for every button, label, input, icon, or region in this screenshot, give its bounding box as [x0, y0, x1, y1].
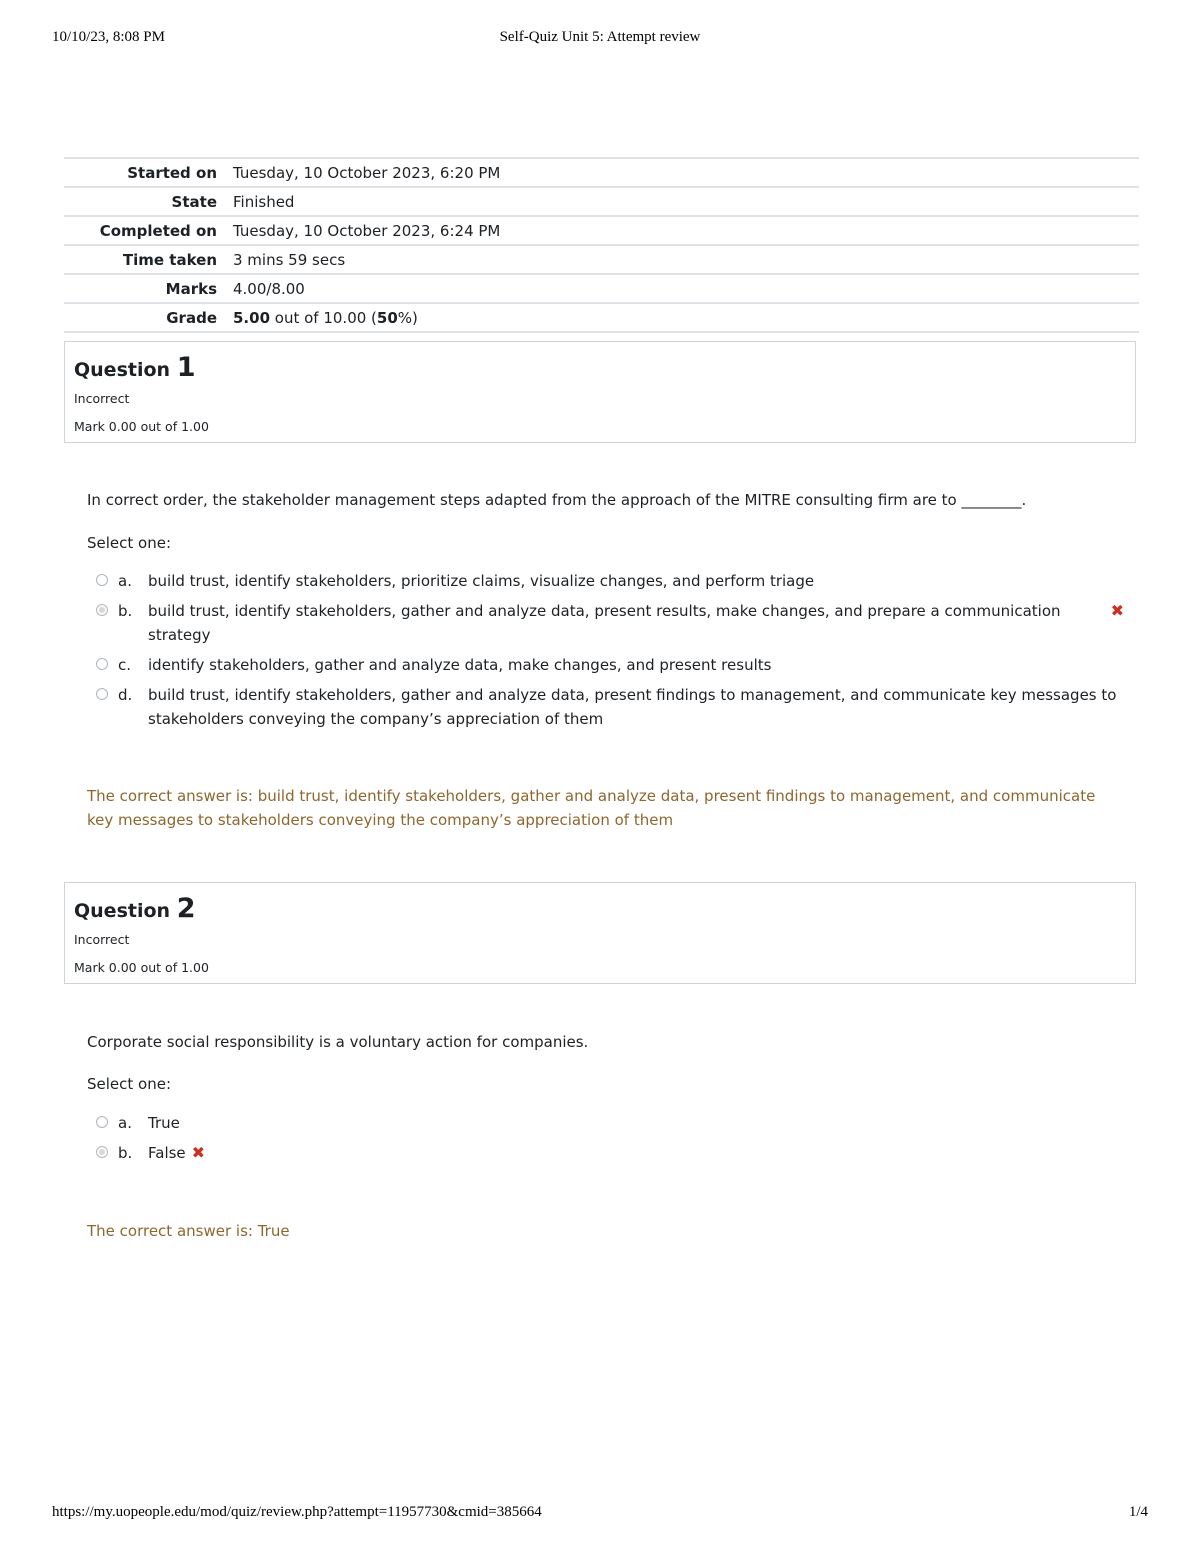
question-heading: Question [74, 900, 171, 922]
option-letter: c. [118, 656, 132, 674]
correct-answer-feedback-2: The correct answer is: True [87, 1222, 290, 1240]
answer-options-2 [94, 1111, 1124, 1171]
answer-option-b[interactable] [94, 1141, 1124, 1165]
incorrect-x-icon: ✖ [1110, 601, 1124, 620]
question-text-1: In correct order, the stakeholder management steps adapted from the approach of the MITRE consulting firm are to ________. [87, 491, 1027, 509]
select-one-prompt: Select one: [87, 1075, 172, 1093]
option-letter: a. [118, 572, 132, 590]
option-letter: b. [118, 602, 133, 620]
summary-value: 3 mins 59 secs [233, 250, 346, 269]
option-label: False [148, 1144, 186, 1162]
question-number: 2 [176, 893, 196, 924]
question-mark: Mark 0.00 out of 1.00 [74, 960, 209, 975]
radio-button[interactable] [96, 1116, 108, 1128]
summary-label: Grade [166, 308, 217, 327]
summary-label: Time taken [122, 250, 217, 269]
summary-row-state [64, 187, 1139, 216]
answer-option-a[interactable] [94, 569, 1124, 593]
print-url: https://my.uopeople.edu/mod/quiz/review.php?attempt=11957730&cmid=385664 [52, 1504, 542, 1520]
option-label: build trust, identify stakeholders, prioritize claims, visualize changes, and perform triage [148, 572, 815, 590]
answer-options-1 [94, 569, 1124, 737]
radio-button[interactable] [96, 574, 108, 586]
radio-button[interactable] [96, 688, 108, 700]
summary-value: 4.00/8.00 [233, 279, 305, 298]
print-datetime: 10/10/23, 8:08 PM [52, 29, 165, 45]
summary-label: State [171, 192, 217, 211]
question-state: Incorrect [74, 932, 130, 947]
question-text-2: Corporate social responsibility is a voluntary action for companies. [87, 1033, 589, 1051]
summary-row-grade [64, 303, 1139, 332]
radio-button-selected[interactable] [96, 1146, 108, 1158]
summary-label: Marks [165, 279, 217, 298]
summary-value: Finished [233, 192, 295, 211]
summary-label: Started on [127, 163, 217, 182]
summary-row-started [64, 158, 1139, 187]
summary-value: Tuesday, 10 October 2023, 6:24 PM [233, 221, 501, 240]
summary-row-time-taken [64, 245, 1139, 274]
question-info-2 [64, 882, 1136, 984]
question-number: 1 [176, 352, 196, 383]
option-letter: b. [118, 1144, 133, 1162]
option-letter: d. [118, 686, 133, 704]
correct-answer-feedback-1: The correct answer is: build trust, identify stakeholders, gather and analyze data, present findings to management, and communicate key messages to stakeholders conveying the company’s appreciation of them [87, 787, 1096, 829]
print-page-number: 1/4 [1128, 1504, 1148, 1520]
question-info-1 [64, 341, 1136, 443]
select-one-prompt: Select one: [87, 534, 172, 552]
answer-option-a[interactable] [94, 1111, 1124, 1135]
question-title [74, 352, 1126, 383]
incorrect-x-icon: ✖ [191, 1143, 206, 1162]
summary-label: Completed on [99, 221, 217, 240]
option-label: True [148, 1114, 180, 1132]
option-label: build trust, identify stakeholders, gather and analyze data, present results, make changes, and prepare a communication strategy [148, 602, 1061, 644]
answer-option-b[interactable] [94, 599, 1124, 647]
question-title [74, 893, 1126, 924]
question-mark: Mark 0.00 out of 1.00 [74, 419, 209, 434]
summary-row-completed [64, 216, 1139, 245]
grade-percent: 50 [376, 308, 398, 327]
option-letter: a. [118, 1114, 132, 1132]
answer-option-d[interactable] [94, 683, 1124, 731]
radio-button[interactable] [96, 658, 108, 670]
option-label: build trust, identify stakeholders, gather and analyze data, present findings to management, and communicate key messages to stakeholders conveying the company’s appreciation of them [148, 686, 1117, 728]
summary-value: Tuesday, 10 October 2023, 6:20 PM [233, 163, 501, 182]
option-label: identify stakeholders, gather and analyze data, make changes, and present results [148, 656, 772, 674]
summary-grade-value [233, 303, 1139, 332]
radio-button-selected[interactable] [96, 604, 108, 616]
summary-row-marks [64, 274, 1139, 303]
answer-option-c[interactable] [94, 653, 1124, 677]
question-heading: Question [74, 359, 171, 381]
attempt-summary-table [64, 157, 1139, 333]
grade-percent-end: %) [397, 308, 418, 327]
print-page-title: Self-Quiz Unit 5: Attempt review [499, 29, 701, 45]
grade-score: 5.00 [233, 308, 271, 327]
question-state: Incorrect [74, 391, 130, 406]
grade-out-of: out of 10.00 ( [270, 308, 377, 327]
